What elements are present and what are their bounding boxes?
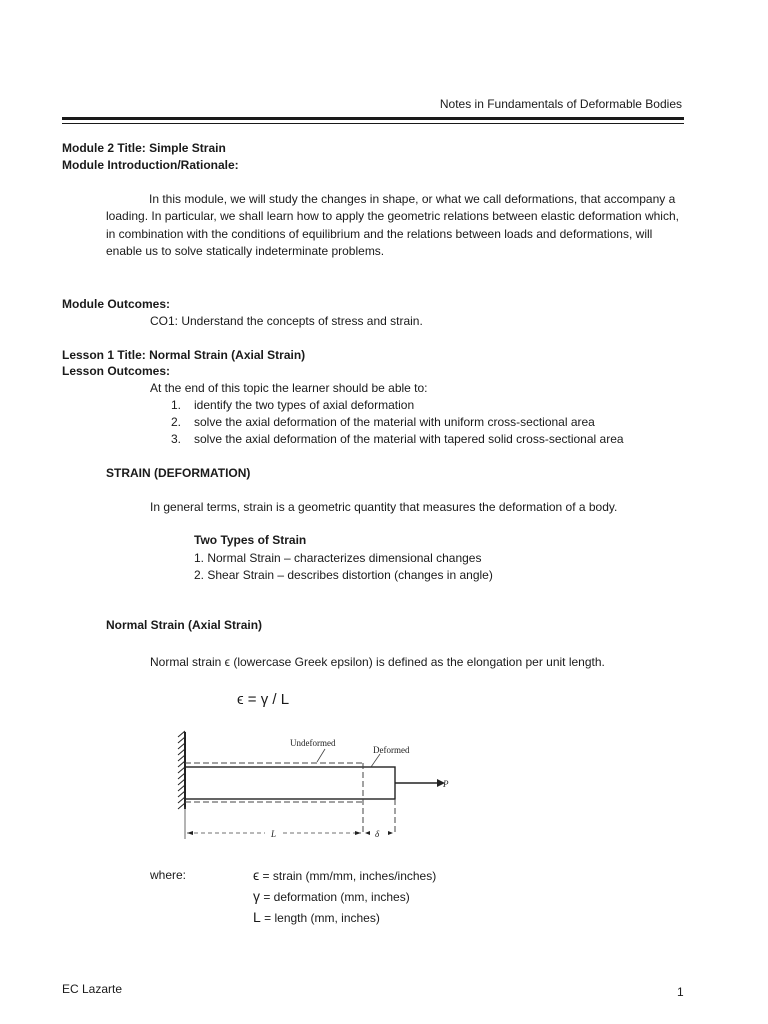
dimension-l-arrow-left [187,831,193,835]
list-item [150,431,624,448]
dimension-delta-arrow-left [365,831,370,835]
list-item [150,414,624,431]
lesson-outcomes-heading: Lesson Outcomes: [62,364,171,378]
where-text-strain: = strain (mm/mm, inches/inches) [259,869,437,883]
module-intro-paragraph: In this module, we will study the changes in shape, or what we call deformations, that accompany a loading. In particular, we shall learn how to apply the geometric relations between elastic deformation which, in combination with the conditions of equilibrium and the relations between loads and deformations, will enable us to solve statically indeterminate problems. [106,192,679,259]
page-number: 1 [677,985,684,999]
module-title: Module 2 Title: Simple Strain [62,141,226,155]
strain-definition: In general terms, strain is a geometric quantity that measures the deformation of a body. [150,500,618,514]
where-row-strain [253,867,436,885]
strain-heading: STRAIN (DEFORMATION) [106,466,251,480]
lesson-title: Lesson 1 Title: Normal Strain (Axial Strain) [62,348,306,362]
where-row-length [253,909,380,927]
footer-author: EC Lazarte [62,982,123,996]
list-item-number: 2. [171,415,182,429]
strain-types-heading: Two Types of Strain [194,533,307,547]
page-header-title: Notes in Fundamentals of Deformable Bodies [439,97,682,111]
list-item-number: 1. [171,398,182,412]
list-item-number: 3. [171,432,182,446]
strain-type-shear: 2. Shear Strain – describes distortion (changes in angle) [194,568,493,582]
where-text-deformation: = deformation (mm, inches) [260,890,410,904]
axial-bar-figure [175,727,460,847]
where-symbol-gamma: γ [253,888,260,904]
where-label: where: [150,868,187,882]
list-item-text: identify the two types of axial deformation [194,398,415,412]
force-label: P [443,779,449,789]
normal-strain-heading: Normal Strain (Axial Strain) [106,618,263,632]
strain-formula: ϵ = γ / L [237,691,290,708]
strain-type-normal: 1. Normal Strain – characterizes dimensional changes [194,551,482,565]
list-item-text: solve the axial deformation of the material with uniform cross-sectional area [194,415,595,429]
course-outcome-1: CO1: Understand the concepts of stress and strain. [150,314,423,328]
where-text-length: = length (mm, inches) [260,911,380,925]
dimension-delta-label: δ [375,829,380,839]
dimension-l-arrow-right [355,831,361,835]
list-item-text: solve the axial deformation of the material with tapered solid cross-sectional area [194,432,624,446]
dimension-l-label: L [271,829,277,839]
deformed-leader [371,754,380,767]
undeformed-leader [317,749,325,762]
list-item [150,397,624,414]
lesson-outcomes-intro: At the end of this topic the learner should be able to: [150,381,428,395]
undeformed-label: Undeformed [290,738,336,748]
deformed-label: Deformed [373,745,410,755]
where-row-deformation [253,888,410,906]
wall-hatching [178,731,185,809]
where-symbol-epsilon: ϵ [253,867,260,883]
module-intro-heading: Module Introduction/Rationale: [62,158,239,172]
lesson-outcomes-list [150,397,624,448]
header-rule-thick [62,117,684,120]
normal-strain-definition: Normal strain ϵ (lowercase Greek epsilon) is defined as the elongation per unit length. [150,655,605,669]
where-symbol-l: L [253,909,261,925]
header-rule-thin [62,123,684,124]
dimension-delta-arrow-right [388,831,393,835]
module-outcomes-heading: Module Outcomes: [62,297,171,311]
